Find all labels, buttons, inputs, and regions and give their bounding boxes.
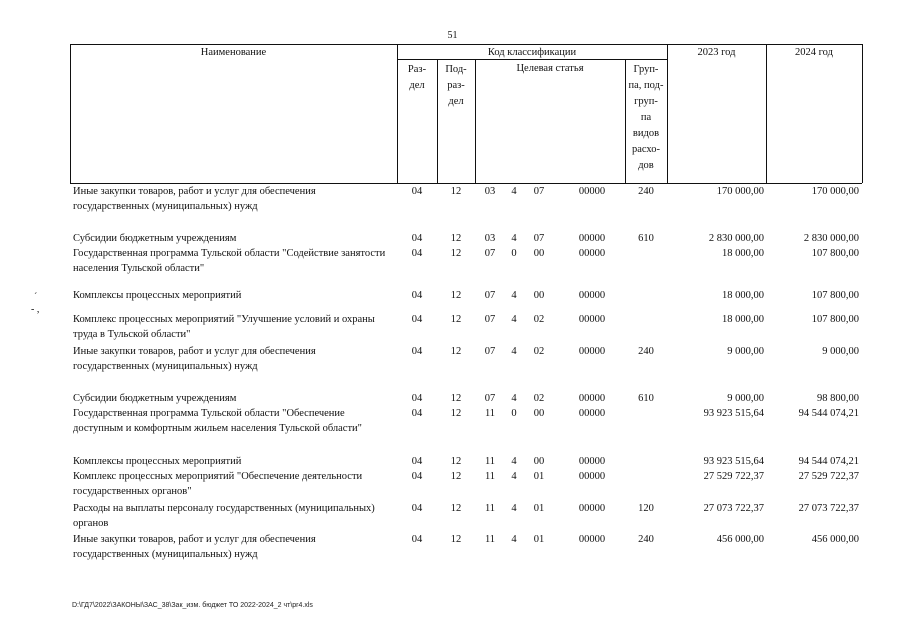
row-value-2024: 27 073 722,37	[798, 503, 859, 514]
row-value-2023: 93 923 515,64	[703, 456, 764, 467]
row-target-code: 00000	[578, 456, 606, 467]
row-value-2023: 170 000,00	[716, 186, 764, 197]
row-target-code: 00000	[578, 314, 606, 325]
row-podrazdel: 12	[450, 346, 462, 357]
row-target-sub: 01	[533, 534, 545, 545]
row-vid: 240	[638, 534, 654, 545]
row-target-program: 07	[484, 248, 496, 259]
row-podrazdel: 12	[450, 534, 462, 545]
row-target-sub: 07	[533, 186, 545, 197]
row-name: Субсидии бюджетным учреждениям	[73, 393, 237, 404]
row-vid: 610	[638, 393, 654, 404]
row-value-2024: 170 000,00	[811, 186, 859, 197]
row-target-type: 4	[511, 186, 517, 197]
header-vid: Груп- па, под- груп- па видов расхо- дов	[628, 64, 664, 171]
header-razdel: Раз- дел	[407, 64, 427, 91]
row-vid: 240	[638, 186, 654, 197]
row-value-2023: 27 529 722,37	[703, 471, 764, 482]
row-target-type: 4	[511, 393, 517, 404]
row-razdel: 04	[411, 408, 423, 419]
row-razdel: 04	[411, 393, 423, 404]
row-target-sub: 01	[533, 503, 545, 514]
row-vid: 240	[638, 346, 654, 357]
header-border-2023	[766, 44, 767, 183]
row-name: Иные закупки товаров, работ и услуг для обеспечения государственных (муниципальных) нужд	[73, 346, 316, 372]
row-value-2024: 107 800,00	[811, 248, 859, 259]
header-border-right	[862, 44, 863, 183]
row-target-sub: 02	[533, 346, 545, 357]
row-target-code: 00000	[578, 393, 606, 404]
page-number: 51	[447, 30, 458, 41]
row-podrazdel: 12	[450, 314, 462, 325]
row-value-2024: 98 800,00	[817, 393, 859, 404]
row-podrazdel: 12	[450, 248, 462, 259]
row-name: Расходы на выплаты персоналу государственных (муниципальных) органов	[73, 503, 375, 529]
row-target-program: 11	[484, 534, 496, 545]
row-name: Комплексы процессных мероприятий	[73, 290, 242, 301]
row-razdel: 04	[411, 456, 423, 467]
header-target: Целевая статья	[516, 63, 584, 74]
row-target-type: 4	[511, 233, 517, 244]
margin-mark: - ,	[31, 304, 40, 315]
header-2024: 2024 год	[795, 47, 833, 58]
row-name: Комплекс процессных мероприятий "Обеспечение деятельности государственных органов"	[73, 471, 363, 497]
header-2023: 2023 год	[697, 47, 736, 58]
header-name: Наименование	[200, 47, 267, 58]
row-target-sub: 00	[533, 290, 545, 301]
row-name: Иные закупки товаров, работ и услуг для обеспечения государственных (муниципальных) нужд	[73, 186, 316, 212]
row-target-type: 4	[511, 456, 517, 467]
margin-mark: ˊ	[34, 292, 38, 303]
row-razdel: 04	[411, 503, 423, 514]
row-value-2023: 18 000,00	[722, 314, 764, 325]
row-target-sub: 01	[533, 471, 545, 482]
row-razdel: 04	[411, 471, 423, 482]
row-name: Комплекс процессных мероприятий "Улучшение условий и охраны труда в Тульской области"	[73, 314, 375, 340]
row-target-code: 00000	[578, 290, 606, 301]
row-podrazdel: 12	[450, 186, 462, 197]
header-code-group: Код классификации	[487, 47, 577, 58]
row-razdel: 04	[411, 290, 423, 301]
row-target-program: 11	[484, 408, 496, 419]
header-border-left	[70, 44, 71, 183]
row-target-code: 00000	[578, 534, 606, 545]
row-target-sub: 02	[533, 314, 545, 325]
row-target-code: 00000	[578, 186, 606, 197]
row-value-2023: 18 000,00	[722, 248, 764, 259]
row-target-sub: 07	[533, 233, 545, 244]
row-value-2023: 27 073 722,37	[703, 503, 764, 514]
header-podrazdel: Под- раз- дел	[445, 64, 467, 107]
row-razdel: 04	[411, 346, 423, 357]
row-value-2024: 27 529 722,37	[798, 471, 859, 482]
row-target-code: 00000	[578, 233, 606, 244]
row-target-program: 11	[484, 471, 496, 482]
row-value-2023: 93 923 515,64	[703, 408, 764, 419]
row-value-2023: 9 000,00	[727, 346, 764, 357]
row-razdel: 04	[411, 186, 423, 197]
row-target-program: 07	[484, 346, 496, 357]
row-target-sub: 00	[533, 248, 545, 259]
row-target-sub: 00	[533, 456, 545, 467]
row-value-2023: 456 000,00	[716, 534, 764, 545]
row-target-type: 4	[511, 314, 517, 325]
row-vid: 610	[638, 233, 654, 244]
row-value-2023: 9 000,00	[727, 393, 764, 404]
row-name: Иные закупки товаров, работ и услуг для обеспечения государственных (муниципальных) нужд	[73, 534, 316, 560]
row-podrazdel: 12	[450, 503, 462, 514]
row-name: Государственная программа Тульской области "Содействие занятости населения Тульской области"	[73, 248, 386, 274]
row-target-type: 4	[511, 534, 517, 545]
row-target-code: 00000	[578, 248, 606, 259]
row-target-program: 07	[484, 290, 496, 301]
row-target-code: 00000	[578, 408, 606, 419]
row-name: Комплексы процессных мероприятий	[73, 456, 242, 467]
row-target-type: 4	[511, 503, 517, 514]
row-target-type: 0	[511, 408, 517, 419]
header-top-border	[70, 44, 862, 45]
row-value-2023: 18 000,00	[722, 290, 764, 301]
row-razdel: 04	[411, 248, 423, 259]
row-target-code: 00000	[578, 503, 606, 514]
row-vid: 120	[638, 503, 654, 514]
row-value-2024: 2 830 000,00	[803, 233, 859, 244]
row-target-type: 0	[511, 248, 517, 259]
row-target-code: 00000	[578, 346, 606, 357]
row-target-program: 11	[484, 456, 496, 467]
row-podrazdel: 12	[450, 290, 462, 301]
row-razdel: 04	[411, 314, 423, 325]
row-target-sub: 00	[533, 408, 545, 419]
row-name: Субсидии бюджетным учреждениям	[73, 233, 237, 244]
row-value-2024: 456 000,00	[811, 534, 859, 545]
row-target-type: 4	[511, 290, 517, 301]
row-podrazdel: 12	[450, 393, 462, 404]
row-value-2024: 107 800,00	[811, 314, 859, 325]
row-value-2024: 94 544 074,21	[798, 408, 859, 419]
row-razdel: 04	[411, 534, 423, 545]
footer-file-path: D:\ГД7\2022\ЗАКОНЫ\ЗАС_38\Зак_изм. бюджет ТО 2022-2024_2 чт\pr4.xls	[72, 602, 313, 609]
row-target-code: 00000	[578, 471, 606, 482]
row-target-type: 4	[511, 346, 517, 357]
row-podrazdel: 12	[450, 471, 462, 482]
row-razdel: 04	[411, 233, 423, 244]
row-target-program: 07	[484, 314, 496, 325]
row-podrazdel: 12	[450, 233, 462, 244]
header-border-vid	[667, 44, 668, 183]
row-value-2023: 2 830 000,00	[708, 233, 764, 244]
header-border-podrazdel	[475, 59, 476, 183]
row-value-2024: 107 800,00	[811, 290, 859, 301]
row-target-program: 11	[484, 503, 496, 514]
row-target-program: 03	[484, 186, 496, 197]
row-target-type: 4	[511, 471, 517, 482]
row-podrazdel: 12	[450, 456, 462, 467]
row-target-program: 03	[484, 233, 496, 244]
row-target-sub: 02	[533, 393, 545, 404]
row-target-program: 07	[484, 393, 496, 404]
row-value-2024: 94 544 074,21	[798, 456, 859, 467]
row-podrazdel: 12	[450, 408, 462, 419]
row-value-2024: 9 000,00	[822, 346, 859, 357]
row-name: Государственная программа Тульской области "Обеспечение доступным и комфортным жильем населения Тульской области"	[73, 408, 362, 434]
